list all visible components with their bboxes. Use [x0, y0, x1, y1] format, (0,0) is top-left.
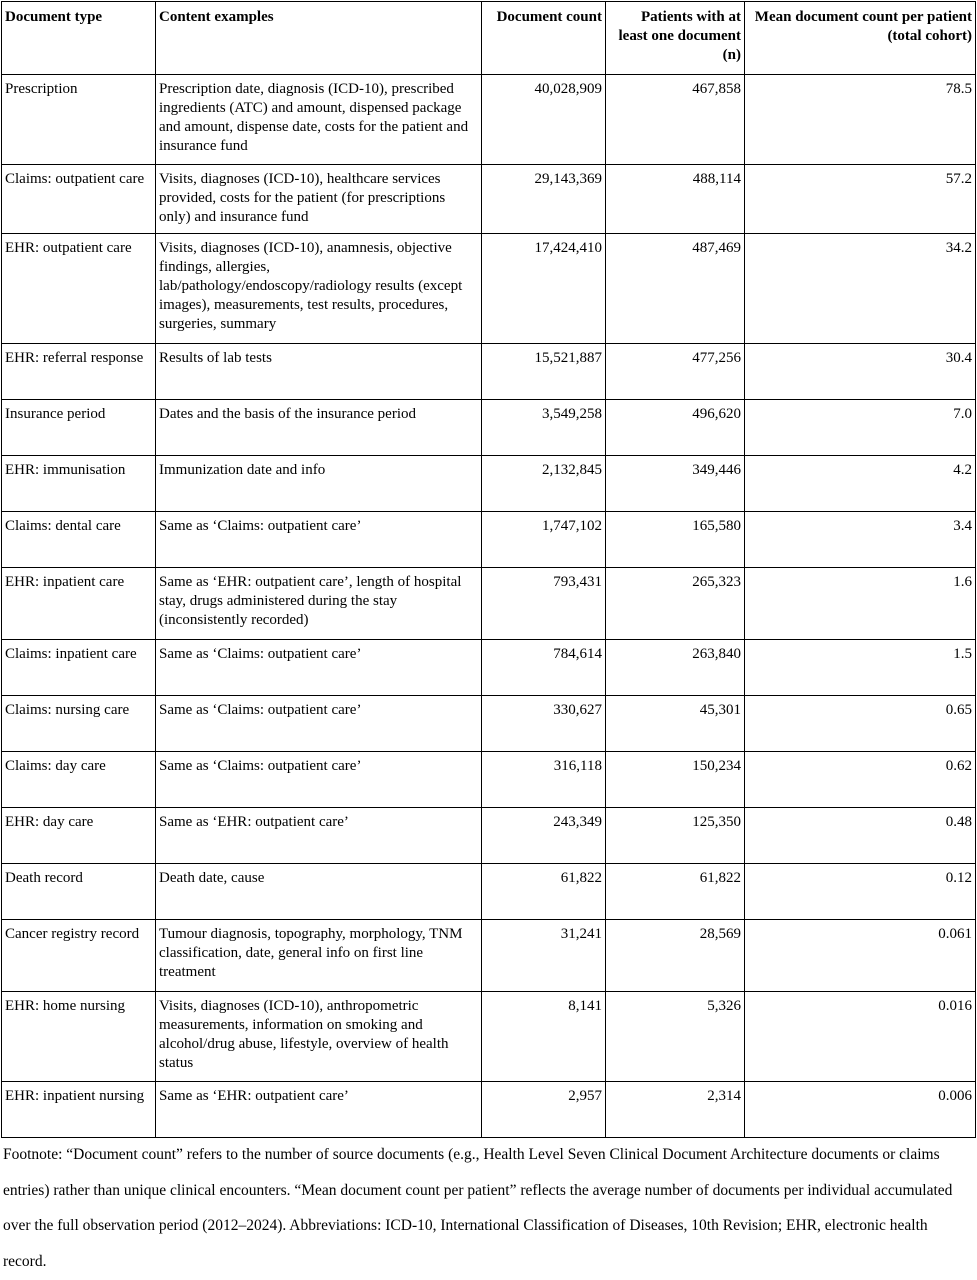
cell-patients: 2,314	[606, 1082, 745, 1138]
cell-mean-document-count: 0.061	[745, 920, 976, 992]
header-patients: Patients with at least one document (n)	[606, 2, 745, 75]
cell-mean-document-count: 78.5	[745, 75, 976, 165]
table-row	[2, 696, 976, 752]
cell-patients: 263,840	[606, 640, 745, 696]
cell-mean-document-count: 34.2	[745, 234, 976, 344]
cell-mean-document-count: 0.016	[745, 992, 976, 1082]
cell-content-examples: Visits, diagnoses (ICD-10), healthcare services provided, costs for the patient (for prescriptions only) and insurance fund	[156, 165, 482, 234]
cell-mean-document-count: 1.5	[745, 640, 976, 696]
cell-document-type: Claims: outpatient care	[2, 165, 156, 234]
cell-document-count: 15,521,887	[482, 344, 606, 400]
cell-document-type: Prescription	[2, 75, 156, 165]
header-document-count: Document count	[482, 2, 606, 75]
cell-mean-document-count: 0.65	[745, 696, 976, 752]
table-row	[2, 920, 976, 992]
cell-document-count: 40,028,909	[482, 75, 606, 165]
cell-document-count: 29,143,369	[482, 165, 606, 234]
cell-document-count: 8,141	[482, 992, 606, 1082]
cell-document-type: EHR: outpatient care	[2, 234, 156, 344]
table-row	[2, 344, 976, 400]
cell-document-type: EHR: immunisation	[2, 456, 156, 512]
table-row	[2, 75, 976, 165]
table-row	[2, 640, 976, 696]
cell-patients: 477,256	[606, 344, 745, 400]
table-row	[2, 234, 976, 344]
cell-document-count: 2,132,845	[482, 456, 606, 512]
cell-patients: 45,301	[606, 696, 745, 752]
cell-patients: 467,858	[606, 75, 745, 165]
cell-document-type: EHR: inpatient care	[2, 568, 156, 640]
footnote: Footnote: “Document count” refers to the number of source documents (e.g., Health Level Seven Clinical Document Architecture documents or claims entries) rather than unique clinical encounters. “Mean document count per patient” reflects the average number of documents per individual accumulated over the full observation period (2012–2024). Abbreviations: ICD-10, International Classification of Diseases, 10th Revision; EHR, electronic health record.	[3, 1146, 953, 1270]
cell-content-examples: Immunization date and info	[156, 456, 482, 512]
cell-document-count: 2,957	[482, 1082, 606, 1138]
cell-document-count: 316,118	[482, 752, 606, 808]
cell-patients: 496,620	[606, 400, 745, 456]
cell-mean-document-count: 1.6	[745, 568, 976, 640]
cell-mean-document-count: 57.2	[745, 165, 976, 234]
table-body	[2, 75, 976, 1138]
cell-document-count: 793,431	[482, 568, 606, 640]
header-row	[2, 2, 976, 75]
table-row	[2, 512, 976, 568]
cell-document-type: Insurance period	[2, 400, 156, 456]
cell-patients: 125,350	[606, 808, 745, 864]
cell-patients: 150,234	[606, 752, 745, 808]
table-row	[2, 864, 976, 920]
document-types-table	[1, 1, 976, 1138]
cell-document-count: 243,349	[482, 808, 606, 864]
cell-document-type: EHR: inpatient nursing	[2, 1082, 156, 1138]
cell-document-count: 3,549,258	[482, 400, 606, 456]
cell-document-type: EHR: referral response	[2, 344, 156, 400]
cell-content-examples: Same as ‘Claims: outpatient care’	[156, 696, 482, 752]
table-row	[2, 400, 976, 456]
cell-patients: 487,469	[606, 234, 745, 344]
cell-patients: 61,822	[606, 864, 745, 920]
cell-content-examples: Results of lab tests	[156, 344, 482, 400]
cell-mean-document-count: 0.006	[745, 1082, 976, 1138]
table-header	[2, 2, 976, 75]
cell-document-count: 1,747,102	[482, 512, 606, 568]
cell-content-examples: Same as ‘EHR: outpatient care’, length of hospital stay, drugs administered during the stay (inconsistently recorded)	[156, 568, 482, 640]
cell-document-type: Claims: day care	[2, 752, 156, 808]
cell-patients: 349,446	[606, 456, 745, 512]
cell-document-type: Death record	[2, 864, 156, 920]
cell-content-examples: Death date, cause	[156, 864, 482, 920]
cell-patients: 165,580	[606, 512, 745, 568]
cell-mean-document-count: 7.0	[745, 400, 976, 456]
cell-content-examples: Visits, diagnoses (ICD-10), anthropometric measurements, information on smoking and alcohol/drug abuse, lifestyle, overview of health status	[156, 992, 482, 1082]
cell-document-type: Claims: dental care	[2, 512, 156, 568]
cell-document-count: 330,627	[482, 696, 606, 752]
cell-document-type: Claims: inpatient care	[2, 640, 156, 696]
cell-document-type: EHR: home nursing	[2, 992, 156, 1082]
header-mean-document-count: Mean document count per patient (total cohort)	[745, 2, 976, 75]
cell-content-examples: Dates and the basis of the insurance period	[156, 400, 482, 456]
cell-content-examples: Same as ‘Claims: outpatient care’	[156, 640, 482, 696]
table-row	[2, 752, 976, 808]
cell-document-type: EHR: day care	[2, 808, 156, 864]
table-row	[2, 1082, 976, 1138]
cell-mean-document-count: 0.12	[745, 864, 976, 920]
cell-document-count: 31,241	[482, 920, 606, 992]
table-row	[2, 568, 976, 640]
cell-document-count: 61,822	[482, 864, 606, 920]
cell-mean-document-count: 0.48	[745, 808, 976, 864]
cell-document-type: Claims: nursing care	[2, 696, 156, 752]
cell-document-count: 17,424,410	[482, 234, 606, 344]
header-document-type: Document type	[2, 2, 156, 75]
cell-document-type: Cancer registry record	[2, 920, 156, 992]
table-row	[2, 808, 976, 864]
cell-content-examples: Same as ‘Claims: outpatient care’	[156, 752, 482, 808]
cell-patients: 488,114	[606, 165, 745, 234]
cell-document-count: 784,614	[482, 640, 606, 696]
table-row	[2, 456, 976, 512]
cell-content-examples: Same as ‘Claims: outpatient care’	[156, 512, 482, 568]
cell-content-examples: Visits, diagnoses (ICD-10), anamnesis, objective findings, allergies, lab/pathology/endoscopy/radiology results (except images), measurements, test results, procedures, surgeries, summary	[156, 234, 482, 344]
cell-patients: 265,323	[606, 568, 745, 640]
cell-mean-document-count: 0.62	[745, 752, 976, 808]
cell-mean-document-count: 4.2	[745, 456, 976, 512]
cell-mean-document-count: 3.4	[745, 512, 976, 568]
table-row	[2, 165, 976, 234]
cell-mean-document-count: 30.4	[745, 344, 976, 400]
header-content-examples: Content examples	[156, 2, 482, 75]
table-row	[2, 992, 976, 1082]
cell-content-examples: Same as ‘EHR: outpatient care’	[156, 808, 482, 864]
cell-content-examples: Prescription date, diagnosis (ICD-10), prescribed ingredients (ATC) and amount, dispensed package and amount, dispense date, costs for the patient and insurance fund	[156, 75, 482, 165]
cell-patients: 28,569	[606, 920, 745, 992]
cell-content-examples: Tumour diagnosis, topography, morphology, TNM classification, date, general info on first line treatment	[156, 920, 482, 992]
cell-content-examples: Same as ‘EHR: outpatient care’	[156, 1082, 482, 1138]
cell-patients: 5,326	[606, 992, 745, 1082]
